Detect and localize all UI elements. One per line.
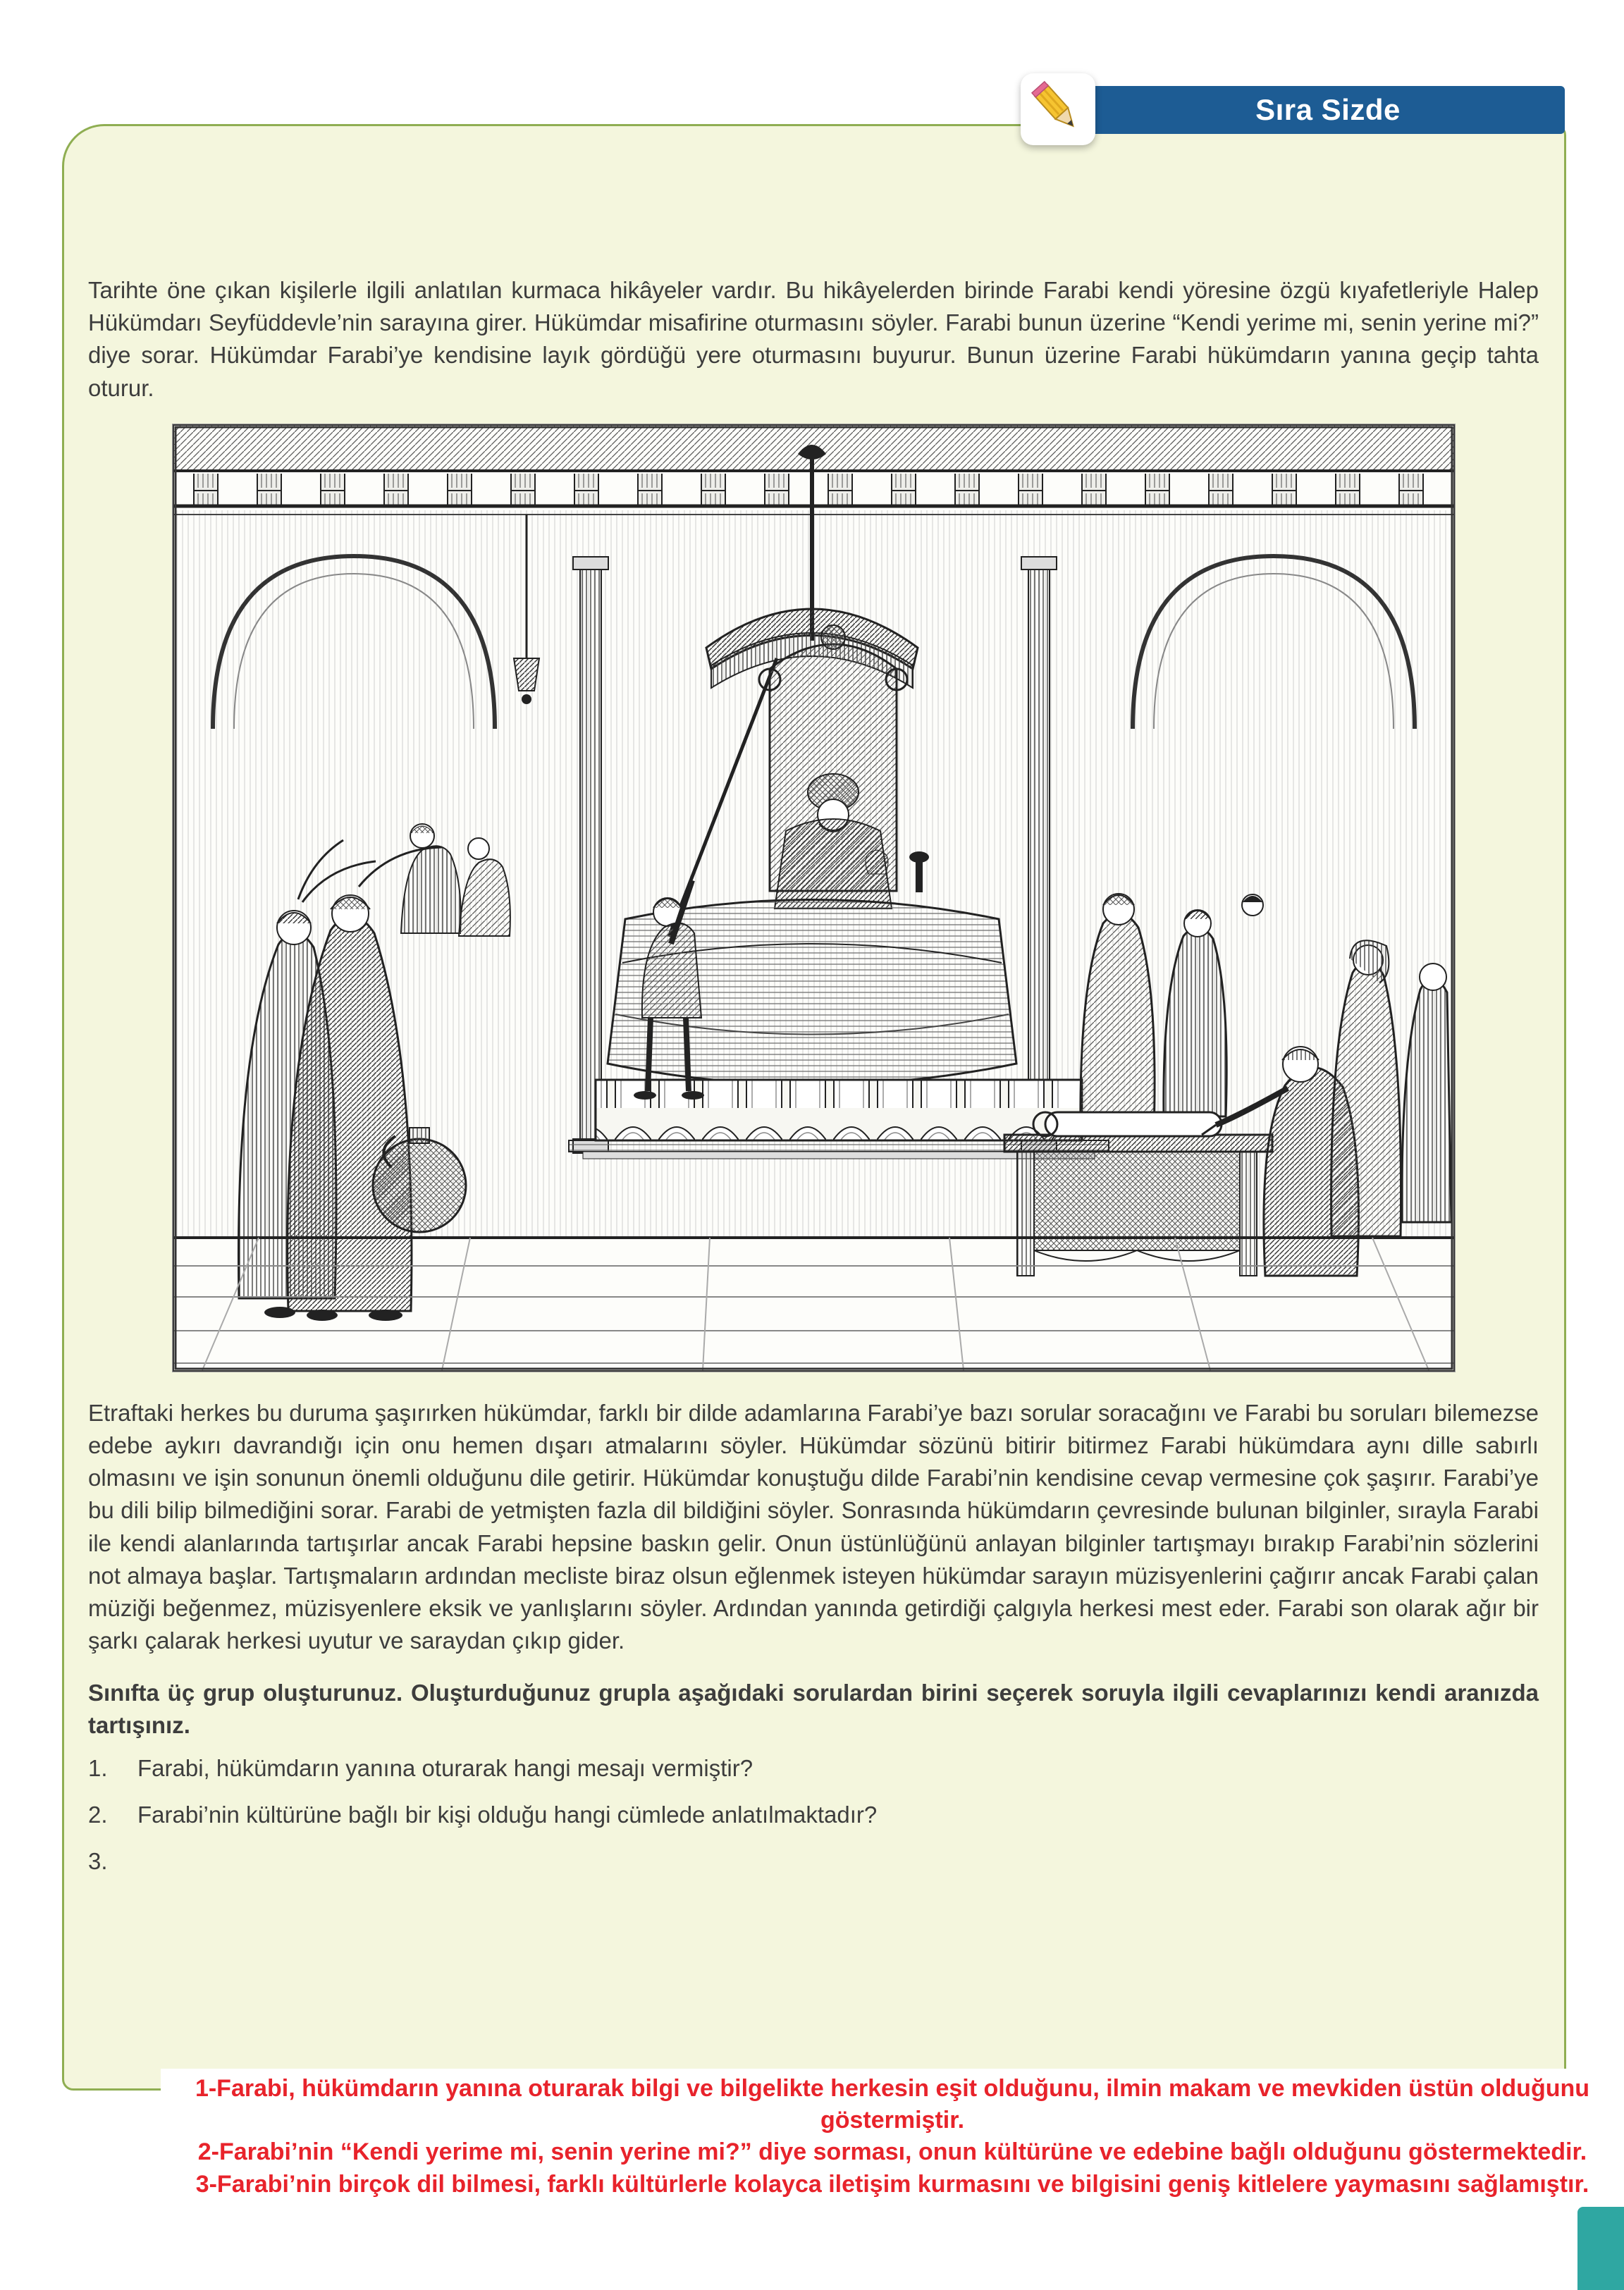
- question-item-1: [88, 1752, 1539, 1785]
- question-number: 2.: [88, 1801, 108, 1828]
- answer-line-3: 3-Farabi’nin birçok dil bilmesi, farklı kültürlerle kolayca iletişim kurmasını ve bilgisini geniş kitlelere yaymasını sağlamıştır.: [195, 2170, 1589, 2198]
- banner-title: Sıra Sizde: [1255, 93, 1401, 126]
- question-number: 3.: [88, 1848, 108, 1874]
- question-text: Farabi’nin kültürüne bağlı bir kişi olduğu hangi cümlede anlatılmaktadır?: [137, 1801, 878, 1828]
- court-engraving-svg: [174, 426, 1453, 1370]
- answer-line-2: 2-Farabi’nin “Kendi yerime mi, senin yerine mi?” diye sorması, onun kültürüne ve edebine bağlı olduğunu göstermektedir.: [197, 2138, 1587, 2166]
- question-item-2: [88, 1799, 1539, 1831]
- question-text: Farabi, hükümdarın yanına oturarak hangi mesajı vermiştir?: [137, 1754, 753, 1781]
- story-paragraph: Etraftaki herkes bu duruma şaşırırken hükümdar, farklı bir dilde adamlarına Farabi’ye bazı sorular soracağını ve Farabi bu soruları bilemezse edebe aykırı davrandığı için onu hemen dışarı atmalarını söyler. Hükümdar sözünü bitirir bitirmez Farabi hükümdara aynı dille sabırlı olmasını ve işin sonunun önemli olduğunu dile getirir. Hükümdar konuştuğu dilde Farabi’nin kendisine cevap vermesine çok şaşırır. Farabi’ye bu dili bilip bilmediğini sorar. Farabi de yetmişten fazla dil bildiğini söyler. Sonrasında hükümdarın çevresinde bulunan bilginler, sırayla Farabi ile kendi alanlarında tartışırlar ancak Farabi hepsine baskın gelir. Onun üstünlüğünü anlayan bilginler tartışmayı bırakıp Farabi’nin sözlerini not almaya başlar. Tartışmaların ardından mecliste biraz olsun eğlenmek isteyen hükümdar sarayın müzisyenlerini çağırır ancak Farabi çalan müziği beğenmez, müzisyenlere eksik ve yanlışlarını söyler. Ardından yanında getirdiği çalgıyla herkesi mest eder. Farabi son olarak ağır bir şarkı çalarak herkesi uyutur ve saraydan çıkıp gider.: [88, 1399, 1539, 1654]
- question-list: [88, 1752, 1539, 1878]
- answer-line-1: 1-Farabi, hükümdarın yanına oturarak bilgi ve bilgelikte herkesin eşit olduğunu, ilmin makam ve mevkiden üstün olduğunu göstermiştir.: [195, 2075, 1590, 2134]
- answers-overlay: [161, 2069, 1624, 2208]
- intro-paragraph: Tarihte öne çıkan kişilerle ilgili anlatılan kurmaca hikâyeler vardır. Bu hikâyelerden birinde Farabi kendi yöresine özgü kıyafetleriyle Halep Hükümdarı Seyfüddevle’nin sarayına girer. Hükümdar misafirine oturmasını söyler. Farabi bunun üzerine “Kendi yerime mi, senin yerine mi?” diye sorar. Hükümdar Farabi’ye kendisine layık gördüğü yere oturmasını buyurur. Bunun üzerine Farabi hükümdarın yanına geçip tahta oturur.: [88, 277, 1539, 401]
- court-engraving: [173, 424, 1455, 1372]
- pencil-tab: [1021, 73, 1095, 145]
- page-corner-tab: [1577, 2207, 1624, 2290]
- sira-sizde-banner: [1091, 86, 1565, 134]
- instruction-paragraph: Sınıfta üç grup oluşturunuz. Oluşturduğunuz grupla aşağıdaki sorulardan birini seçerek soruyla ilgili cevaplarınızı kendi aranızda tartışınız.: [88, 1680, 1539, 1739]
- question-number: 1.: [88, 1754, 108, 1781]
- question-item-3: [88, 1845, 1539, 1878]
- activity-box: [62, 124, 1566, 2091]
- pencil-icon: [1028, 80, 1088, 139]
- question-text: [137, 1845, 1539, 1878]
